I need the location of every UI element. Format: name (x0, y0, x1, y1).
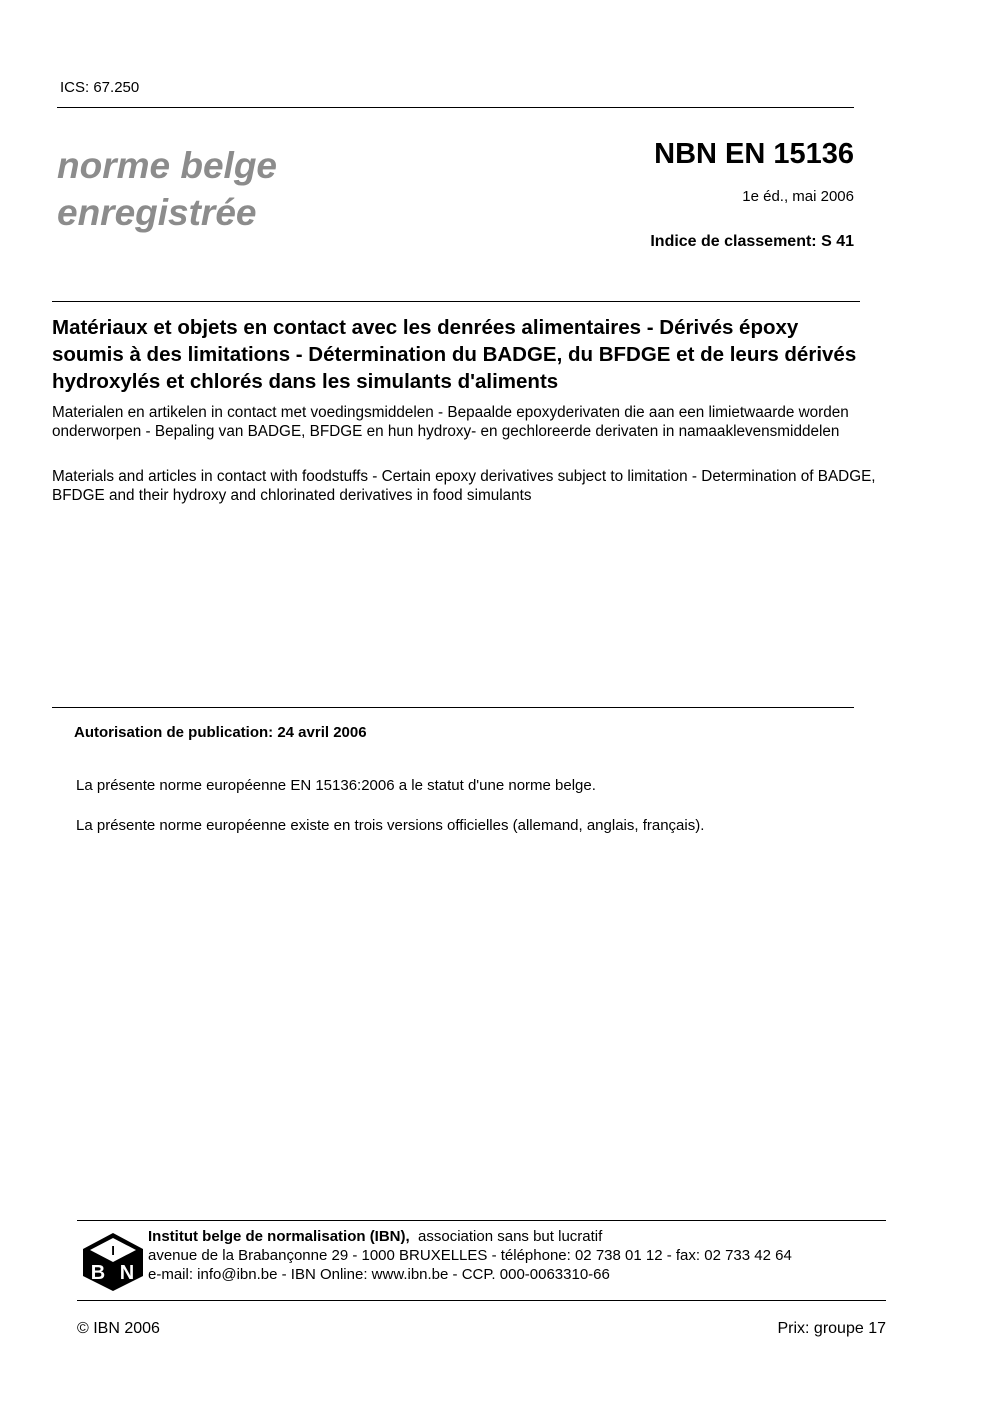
footer-top-rule (77, 1220, 886, 1221)
norme-belge-label (57, 142, 277, 236)
title-english: Materials and articles in contact with foodstuffs - Certain epoxy derivatives subject to limitation - Determination of BADGE, BFDGE and their hydroxy and chlorinated derivatives in food simulants (52, 468, 876, 504)
title-french: Matériaux et objets en contact avec les denrées alimentaires - Dérivés époxy soumis à des limitations - Détermination du BADGE, du BFDGE et de leurs dérivés hydroxylés et chlorés dans les simulants d'aliments (52, 316, 857, 393)
price-group: Prix: groupe 17 (777, 1320, 886, 1337)
versions-paragraph: La présente norme européenne existe en trois versions officielles (allemand, anglais, français). (76, 817, 705, 834)
publication-authorisation: Autorisation de publication: 24 avril 2006 (74, 724, 367, 741)
norme-line-2: enregistrée (57, 192, 257, 233)
svg-text:B: B (90, 1262, 106, 1284)
title-dutch: Materialen en artikelen in contact met voedingsmiddelen - Bepaalde epoxyderivaten die aan een limietwaarde worden onderworpen - Bepaling van BADGE, BFDGE en hun hydroxy- en gechloreerde derivaten in namaaklevensmiddelen (52, 404, 849, 440)
ibn-logo-icon (82, 1232, 144, 1292)
edition-date: 1e éd., mai 2006 (742, 188, 854, 205)
standard-number: NBN EN 15136 (654, 138, 854, 170)
copyright: © IBN 2006 (77, 1320, 160, 1337)
publication-rule (52, 707, 854, 708)
status-paragraph: La présente norme européenne EN 15136:2006 a le statut d'une norme belge. (76, 777, 596, 794)
institute-name: Institut belge de normalisation (IBN), (148, 1228, 410, 1245)
svg-text:I: I (111, 1243, 115, 1258)
title-rule (52, 301, 860, 302)
institute-contact: e-mail: info@ibn.be - IBN Online: www.ibn.be - CCP. 000-0063310-66 (148, 1266, 610, 1283)
institute-line (148, 1228, 602, 1245)
top-rule (57, 107, 854, 108)
ics-code: ICS: 67.250 (60, 79, 140, 96)
footer-bottom-rule (77, 1300, 886, 1301)
svg-text:N: N (119, 1262, 135, 1284)
classification-index: Indice de classement: S 41 (650, 233, 854, 250)
institute-address: avenue de la Brabançonne 29 - 1000 BRUXELLES - téléphone: 02 738 01 12 - fax: 02 733 42 64 (148, 1247, 792, 1264)
norme-line-1: norme belge (57, 145, 277, 186)
institute-type: association sans but lucratif (418, 1228, 603, 1245)
